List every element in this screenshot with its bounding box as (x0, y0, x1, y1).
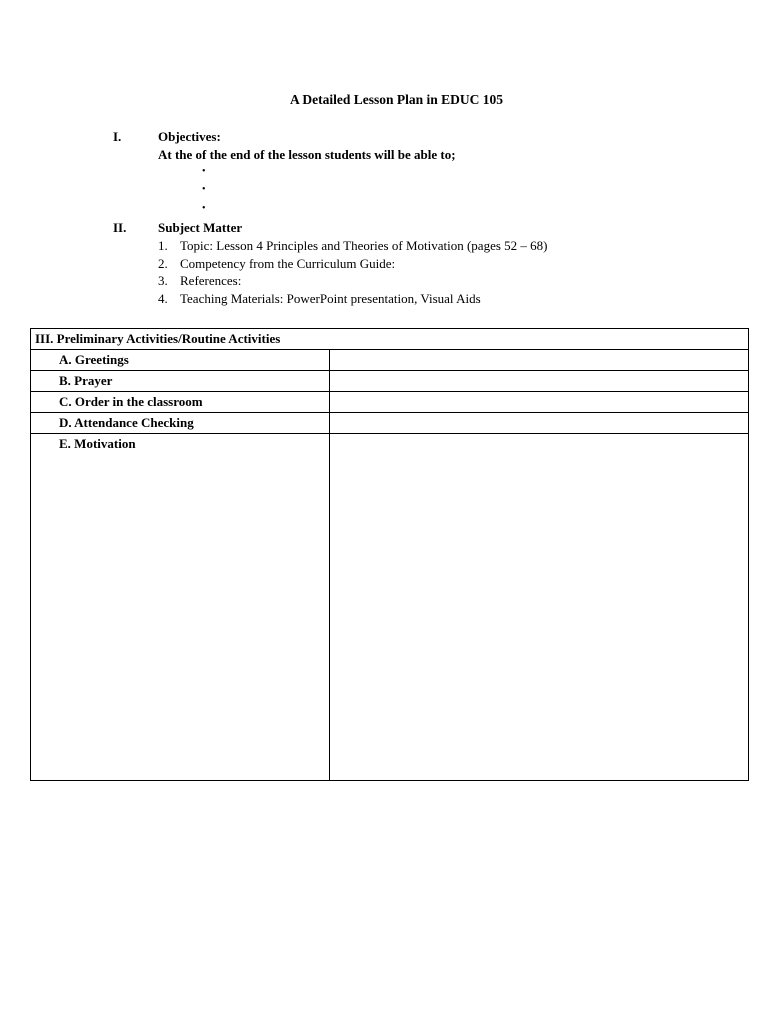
subject-item-references: References: (180, 273, 242, 288)
activity-label-prayer: B. Prayer (31, 371, 330, 392)
subject-item-materials: Teaching Materials: PowerPoint presentation, Visual Aids (180, 291, 481, 306)
activity-content-order (330, 392, 749, 413)
objectives-heading: Objectives: (158, 129, 221, 144)
objective-bullet: • (202, 203, 206, 214)
activity-label-attendance: D. Attendance Checking (31, 413, 330, 434)
subject-item-number: 1. (158, 238, 168, 253)
subject-item-competency: Competency from the Curriculum Guide: (180, 256, 396, 271)
objective-bullet: • (202, 166, 206, 177)
subject-matter-number: II. (113, 220, 127, 235)
objectives-intro: At the of the end of the lesson students will be able to; (158, 147, 456, 162)
objectives-number: I. (113, 129, 122, 144)
subject-item-number: 3. (158, 273, 168, 288)
subject-matter-heading: Subject Matter (158, 220, 243, 235)
activity-label-greetings: A. Greetings (31, 350, 330, 371)
table-header-row (31, 329, 749, 350)
activity-label-order: C. Order in the classroom (31, 392, 330, 413)
table-row (31, 413, 749, 434)
activity-content-greetings (330, 350, 749, 371)
table-row (31, 434, 749, 781)
activity-content-prayer (330, 371, 749, 392)
table-row (31, 350, 749, 371)
page-title: A Detailed Lesson Plan in EDUC 105 (289, 92, 504, 107)
objective-bullet: • (202, 184, 206, 195)
subject-item-number: 2. (158, 256, 168, 271)
table-row (31, 371, 749, 392)
activity-content-attendance (330, 413, 749, 434)
activity-label-motivation: E. Motivation (31, 434, 330, 781)
subject-item-topic: Topic: Lesson 4 Principles and Theories of Motivation (pages 52 – 68) (180, 238, 548, 253)
table-row (31, 392, 749, 413)
subject-item-number: 4. (158, 291, 168, 306)
activities-table (30, 328, 749, 781)
activity-content-motivation (330, 434, 749, 781)
table-header-cell: III. Preliminary Activities/Routine Activities (31, 329, 749, 350)
